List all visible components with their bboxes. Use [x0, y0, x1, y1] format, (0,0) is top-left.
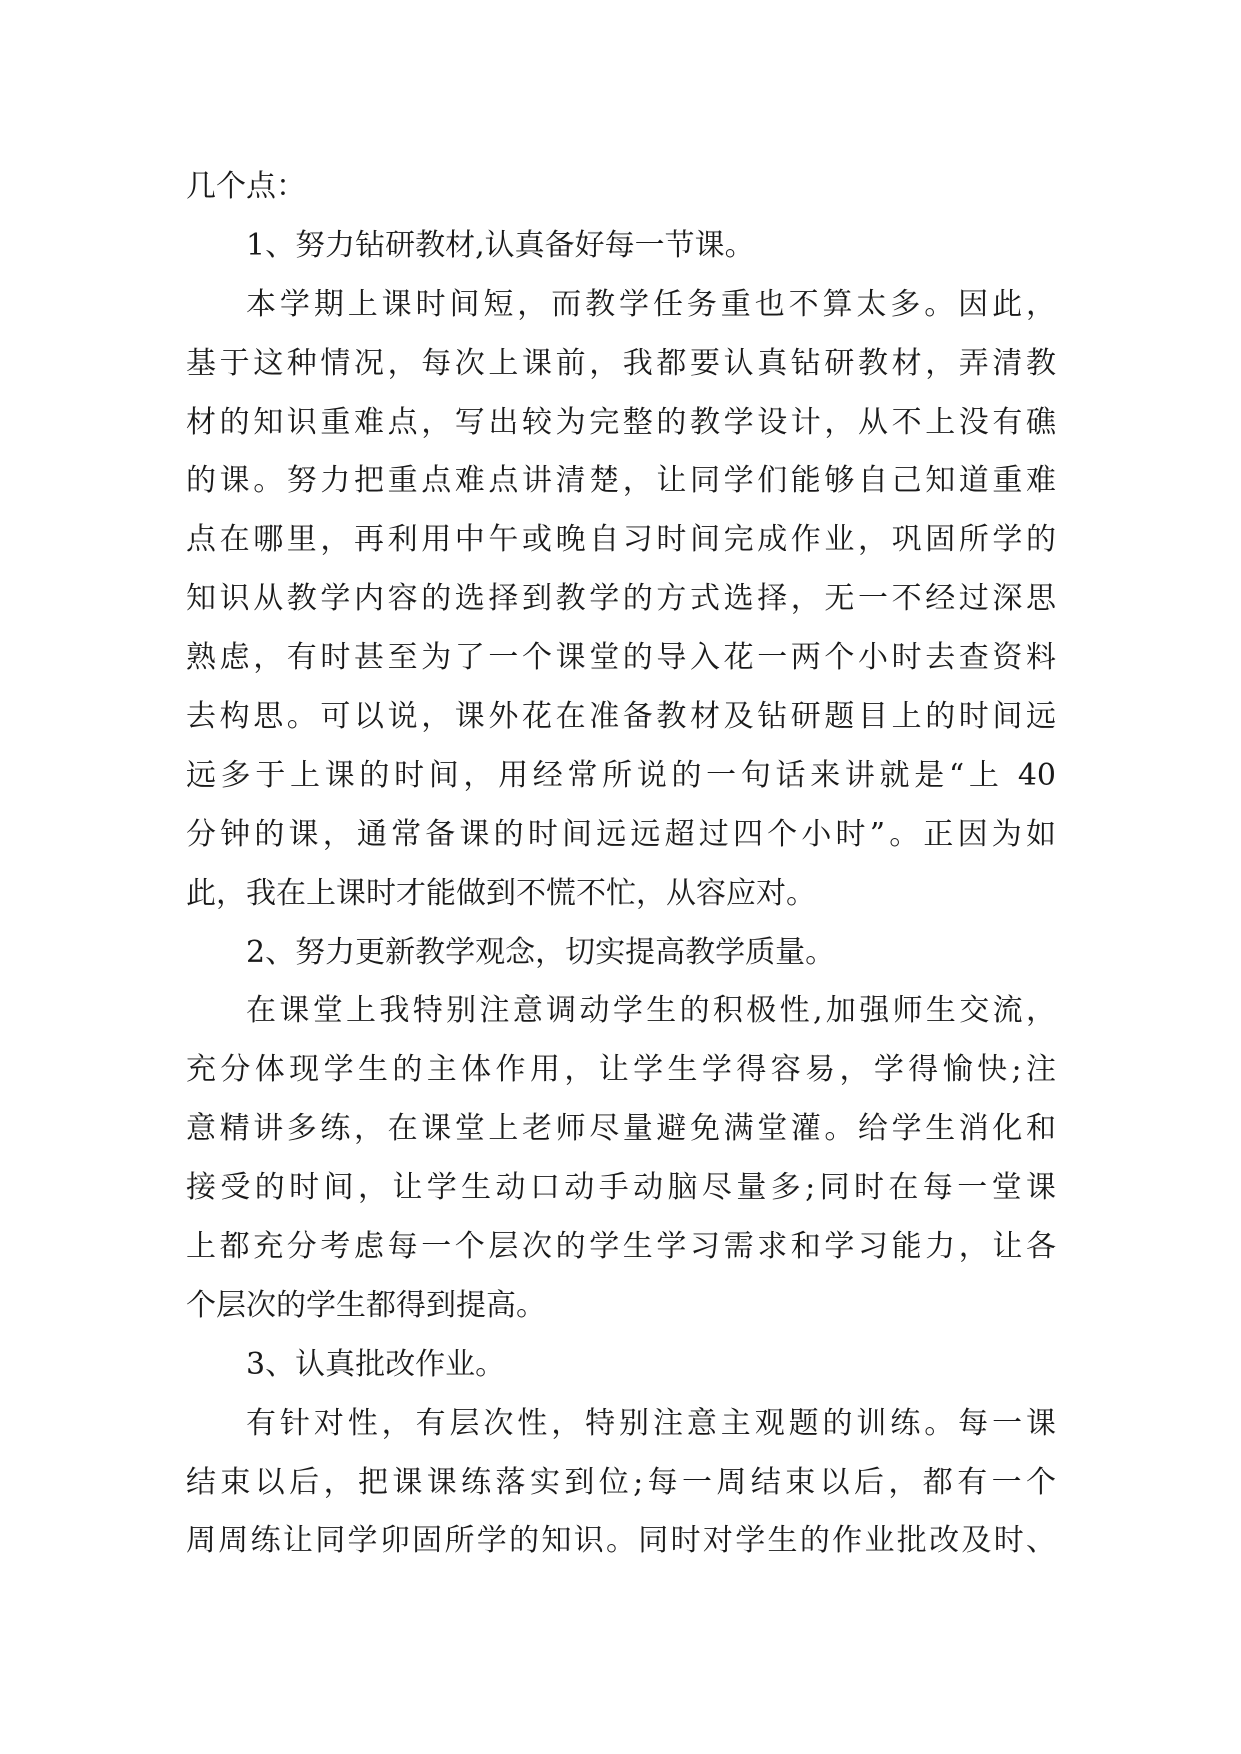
- text-line: 点在哪里，再利用中午或晚自习时间完成作业，巩固所学的: [186, 522, 1056, 558]
- text-line: 熟虑，有时甚至为了一个课堂的导入花一两个小时去查资料: [186, 640, 1056, 676]
- text-line: 本学期上课时间短，而教学任务重也不算太多。因此，: [246, 286, 1056, 322]
- text-line: 周周练让同学卯固所学的知识。同时对学生的作业批改及时、: [186, 1523, 1056, 1559]
- text-line: 知识从教学内容的选择到教学的方式选择，无一不经过深思: [186, 581, 1056, 617]
- section-heading: 3、认真批改作业。: [246, 1346, 506, 1382]
- text-line: 结束以后，把课课练落实到位;每一周结束以后，都有一个: [186, 1464, 1056, 1500]
- text-line: 去构思。可以说，课外花在准备教材及钻研题目上的时间远: [186, 699, 1056, 735]
- text-line: 上都充分考虑每一个层次的学生学习需求和学习能力，让各: [186, 1229, 1056, 1265]
- text-line: 在课堂上我特别注意调动学生的积极性,加强师生交流，: [246, 993, 1056, 1029]
- body-text: [186, 158, 1056, 1571]
- text-line: 分钟的课，通常备课的时间远远超过四个小时”。正因为如: [186, 816, 1056, 852]
- text-line: 有针对性，有层次性，特别注意主观题的训练。每一课: [246, 1405, 1056, 1441]
- text-line: 接受的时间，让学生动口动手动脑尽量多;同时在每一堂课: [186, 1170, 1056, 1206]
- text-line: 远多于上课的时间，用经常所说的一句话来讲就是“上 40: [186, 757, 1056, 793]
- text-line: 几个点：: [186, 169, 306, 204]
- section-heading: 2、努力更新教学观念，切实提高教学质量。: [246, 934, 836, 970]
- text-line: 材的知识重难点，写出较为完整的教学设计，从不上没有礁: [186, 404, 1056, 440]
- text-line: 的课。努力把重点难点讲清楚，让同学们能够自己知道重难: [186, 463, 1056, 499]
- text-line: 基于这种情况，每次上课前，我都要认真钻研教材，弄清教: [186, 345, 1056, 381]
- text-line: 充分体现学生的主体作用，让学生学得容易，学得愉快;注: [186, 1052, 1056, 1088]
- section-heading: 1、努力钻研教材,认真备好每一节课。: [246, 227, 755, 263]
- text-line: 个层次的学生都得到提高。: [186, 1287, 546, 1323]
- text-line: 意精讲多练，在课堂上老师尽量避免满堂灌。给学生消化和: [186, 1111, 1056, 1147]
- text-line: 此，我在上课时才能做到不慌不忙，从容应对。: [186, 875, 816, 911]
